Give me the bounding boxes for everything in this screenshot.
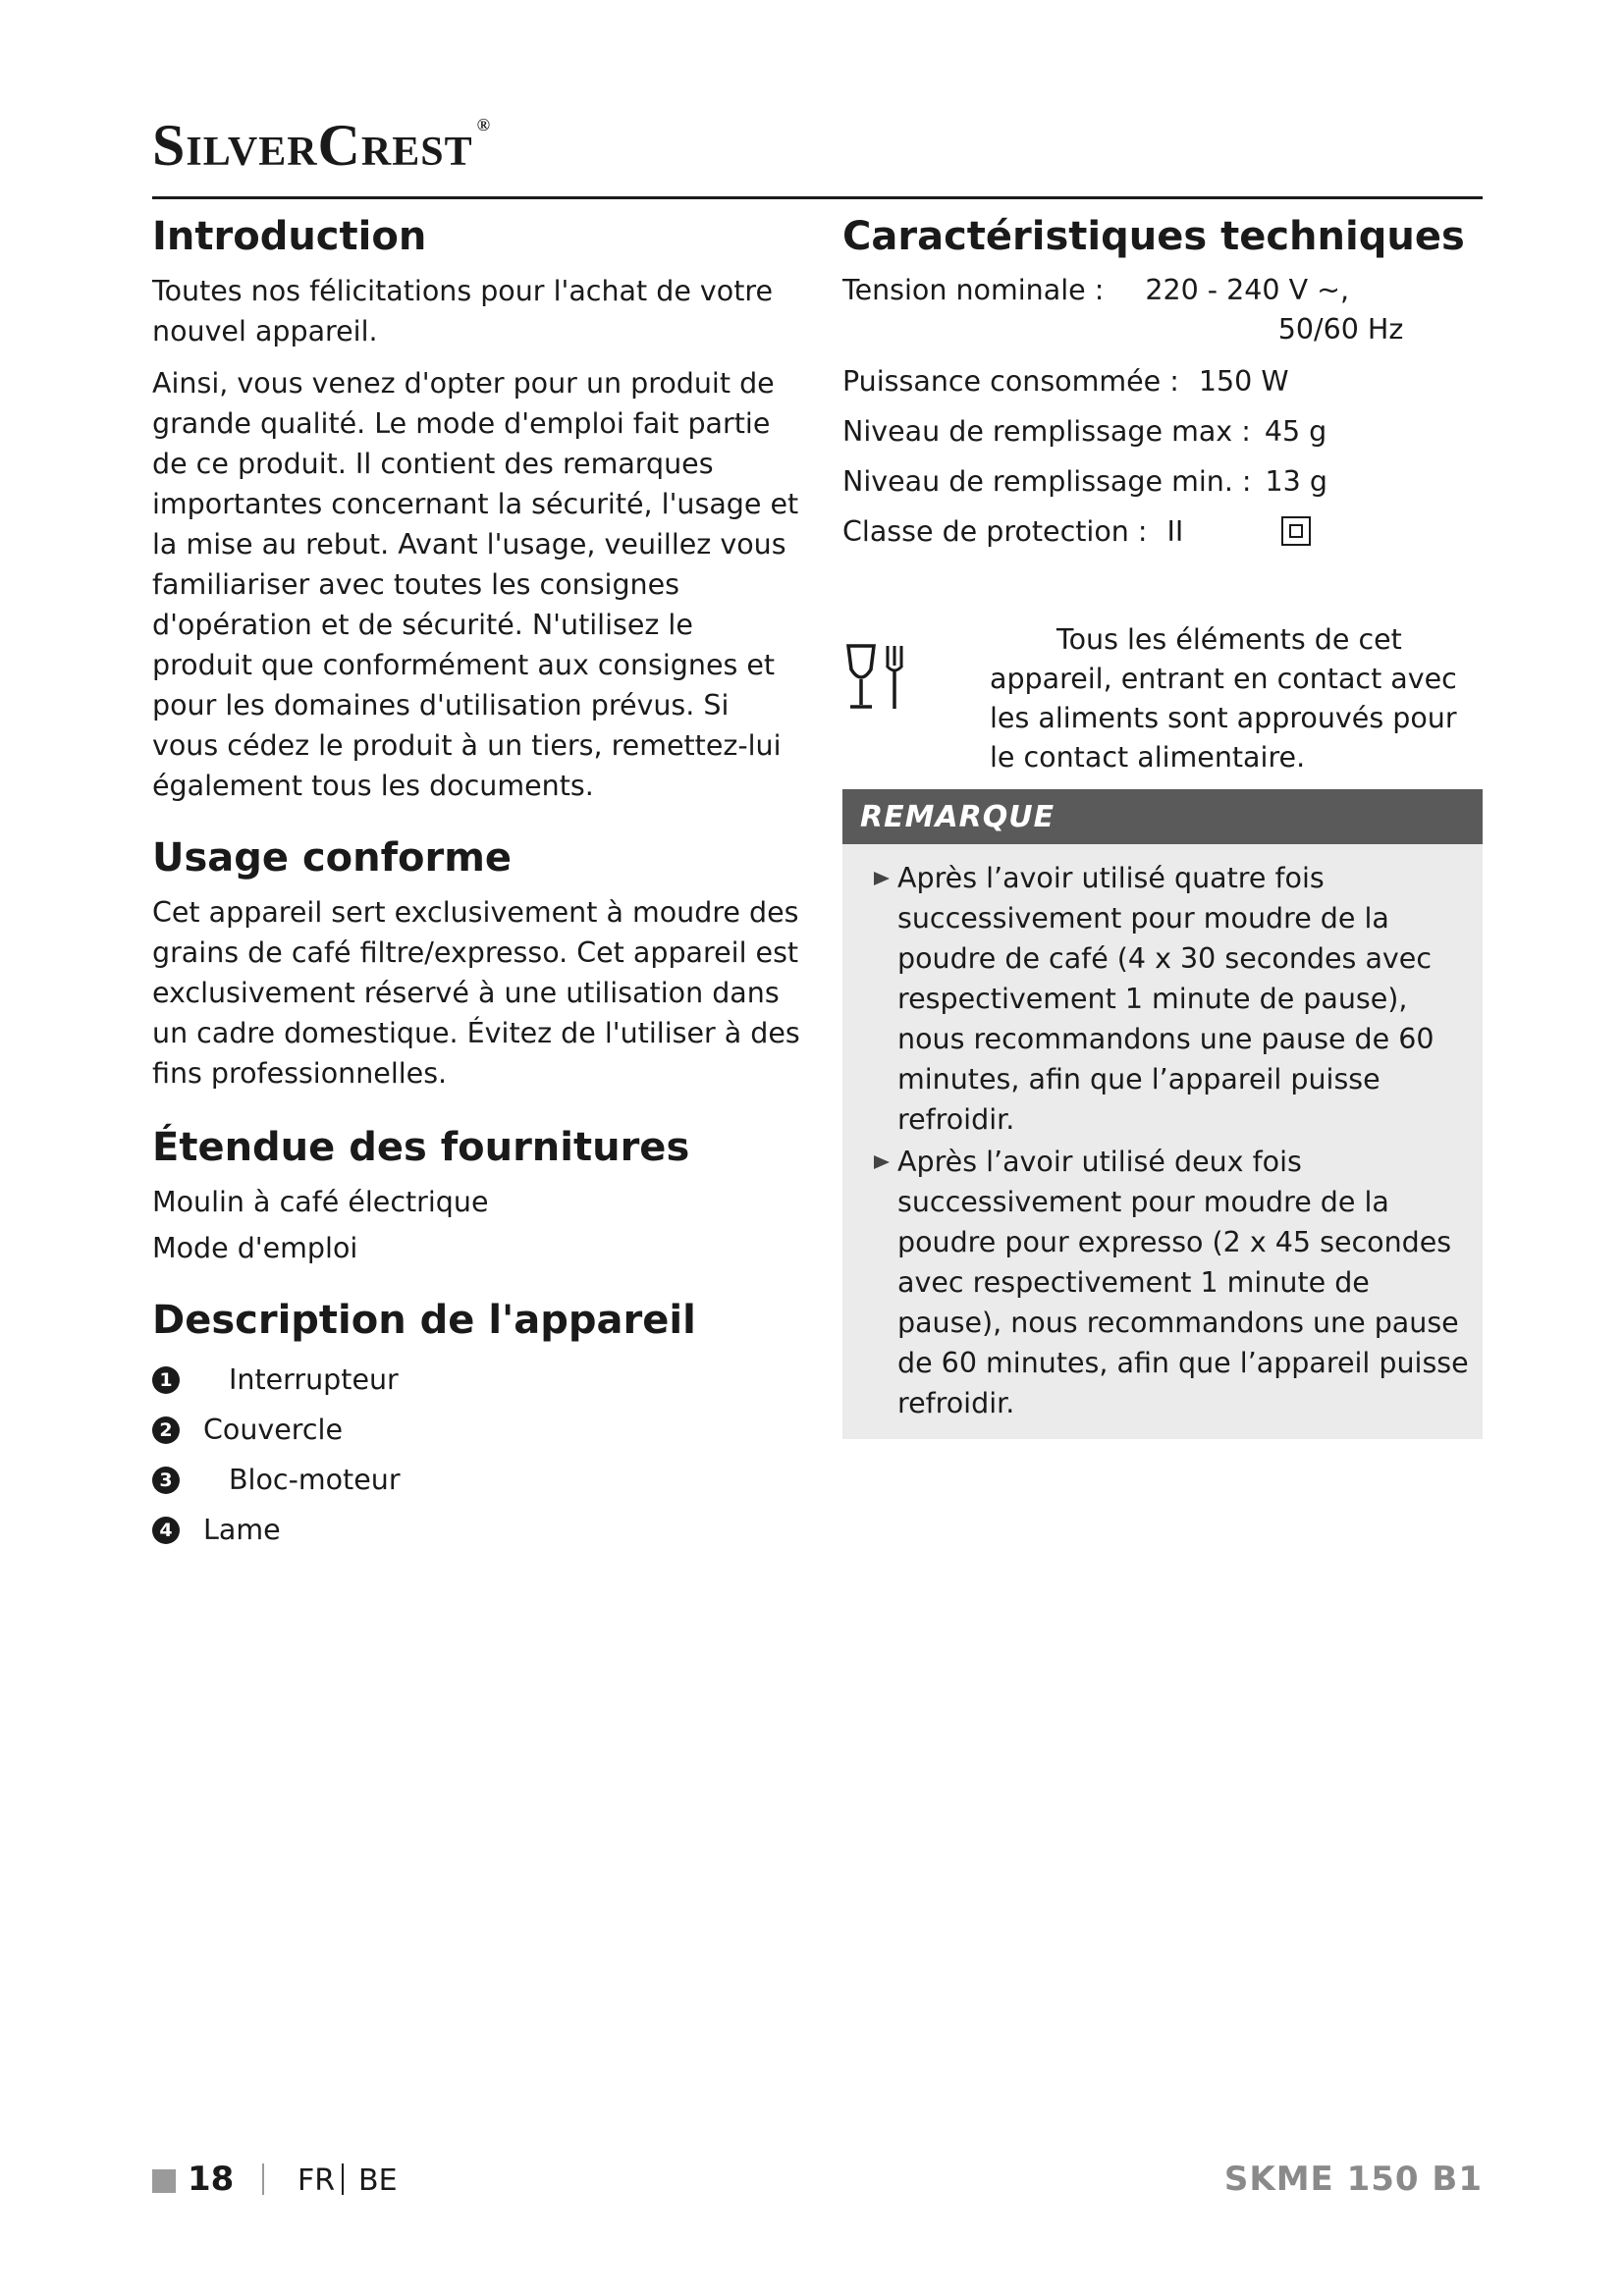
usage-paragraph: Cet appareil sert exclusivement à moudre des grains de café filtre/expresso. Cet appareil est exclusivement réservé à une utilisation dans un cadre domestique. Évitez de l'utiliser à des fins professionnelles. xyxy=(152,896,800,1090)
note-item xyxy=(886,858,1475,1140)
part-item xyxy=(152,1505,800,1555)
specs-table xyxy=(842,271,1483,552)
spec-value xyxy=(1145,271,1403,349)
part-label: Lame xyxy=(203,1514,281,1546)
part-label: Interrupteur xyxy=(229,1363,399,1396)
part-number-badge: 1 xyxy=(152,1366,180,1394)
scope-item: Moulin à café électrique xyxy=(152,1186,489,1218)
page-number: 18 xyxy=(188,2160,235,2199)
voltage-value-line-1: 220 - 240 V ~, xyxy=(1145,274,1350,306)
brand-name: SilverCrest xyxy=(152,113,473,178)
spec-label: Puissance consommée : xyxy=(842,365,1179,398)
part-number-badge: 3 xyxy=(152,1467,180,1494)
food-safe-icon xyxy=(844,640,913,719)
spec-label: Tension nominale : xyxy=(842,274,1105,306)
part-item xyxy=(152,1405,800,1455)
spec-row-protection xyxy=(842,512,1483,552)
right-column xyxy=(842,212,1483,1439)
spec-value: 13 g xyxy=(1265,465,1327,498)
model-number: SKME 150 B1 xyxy=(1223,2160,1483,2199)
scope-section xyxy=(152,1123,800,1268)
spec-label: Niveau de remplissage min. : xyxy=(842,465,1252,498)
note-heading: REMARQUE xyxy=(842,789,1483,844)
spec-row-voltage xyxy=(842,271,1483,349)
introduction-paragraph-1: Toutes nos félicitations pour l'achat de votre nouvel appareil. xyxy=(152,275,774,347)
food-contact-text: Tous les éléments de cet appareil, entrant en contact avec les aliments sont approuvés pour le contact alimentaire. xyxy=(990,623,1457,774)
note-box xyxy=(842,789,1483,1439)
scope-heading: Étendue des fournitures xyxy=(152,1125,690,1170)
part-item xyxy=(152,1355,800,1405)
footer-language: FR xyxy=(298,2163,336,2198)
brand-registered-mark: ® xyxy=(476,115,492,134)
footer-square-marker xyxy=(152,2169,176,2193)
bullet-arrow-icon xyxy=(874,872,890,885)
bullet-arrow-icon xyxy=(874,1155,890,1169)
note-item-text: Après l’avoir utilisé deux fois successivement pour moudre de la poudre pour expresso (2 x 45 secondes avec respectivement 1 minute de pause), nous recommandons une pause de 60 minutes, afin que l’appareil puisse refroidir. xyxy=(897,1146,1469,1419)
food-contact-block xyxy=(842,620,1483,777)
spec-row-power xyxy=(842,362,1483,401)
footer-divider xyxy=(342,2163,344,2195)
protection-class-ii-icon xyxy=(1281,516,1311,546)
description-heading: Description de l'appareil xyxy=(152,1298,696,1343)
specs-heading: Caractéristiques techniques xyxy=(842,214,1465,259)
spec-row-fill-max xyxy=(842,412,1483,452)
voltage-value-line-2: 50/60 Hz xyxy=(1277,313,1404,346)
part-label: Couvercle xyxy=(203,1414,344,1446)
note-list xyxy=(842,844,1483,1423)
spec-row-fill-min xyxy=(842,462,1483,502)
spec-value: 45 g xyxy=(1264,415,1327,448)
part-label: Bloc-moteur xyxy=(229,1464,401,1496)
scope-item: Mode d'emploi xyxy=(152,1232,358,1264)
header-rule xyxy=(152,196,1483,199)
spec-label: Classe de protection : xyxy=(842,515,1148,548)
introduction-paragraph-2: Ainsi, vous venez d'opter pour un produit de grande qualité. Le mode d'emploi fait partie de ce produit. Il contient des remarques importantes concernant la sécurité, l'usage et la mise au rebut. Avant l'usage, veuillez vous familiariser avec toutes les consignes d'opération et de sécurité. N'utilisez le produit que conformément aux consignes et pour les domaines d'utilisation prévus. Si vous cédez le produit à un tiers, remettez-lui également tous les documents. xyxy=(152,367,799,802)
part-item xyxy=(152,1455,800,1505)
description-section xyxy=(152,1296,800,1555)
note-item xyxy=(886,1142,1475,1423)
introduction-heading: Introduction xyxy=(152,214,427,259)
usage-section xyxy=(152,833,800,1094)
parts-list xyxy=(152,1355,800,1555)
note-item-text: Après l’avoir utilisé quatre fois successivement pour moudre de la poudre de café (4 x 30 secondes avec respectivement 1 minute de pause), nous recommandons une pause de 60 minutes, afin que l’appareil puisse refroidir. xyxy=(897,862,1435,1136)
page-footer xyxy=(152,2158,1483,2201)
usage-heading: Usage conforme xyxy=(152,835,513,881)
spec-value: II xyxy=(1166,515,1184,548)
brand-logo xyxy=(152,113,492,178)
left-column xyxy=(152,212,800,1592)
part-number-badge: 2 xyxy=(152,1416,180,1444)
introduction-section xyxy=(152,212,800,806)
spec-label: Niveau de remplissage max : xyxy=(842,415,1251,448)
footer-divider xyxy=(262,2163,264,2195)
spec-value: 150 W xyxy=(1198,365,1289,398)
footer-language: BE xyxy=(358,2163,398,2198)
part-number-badge: 4 xyxy=(152,1517,180,1544)
